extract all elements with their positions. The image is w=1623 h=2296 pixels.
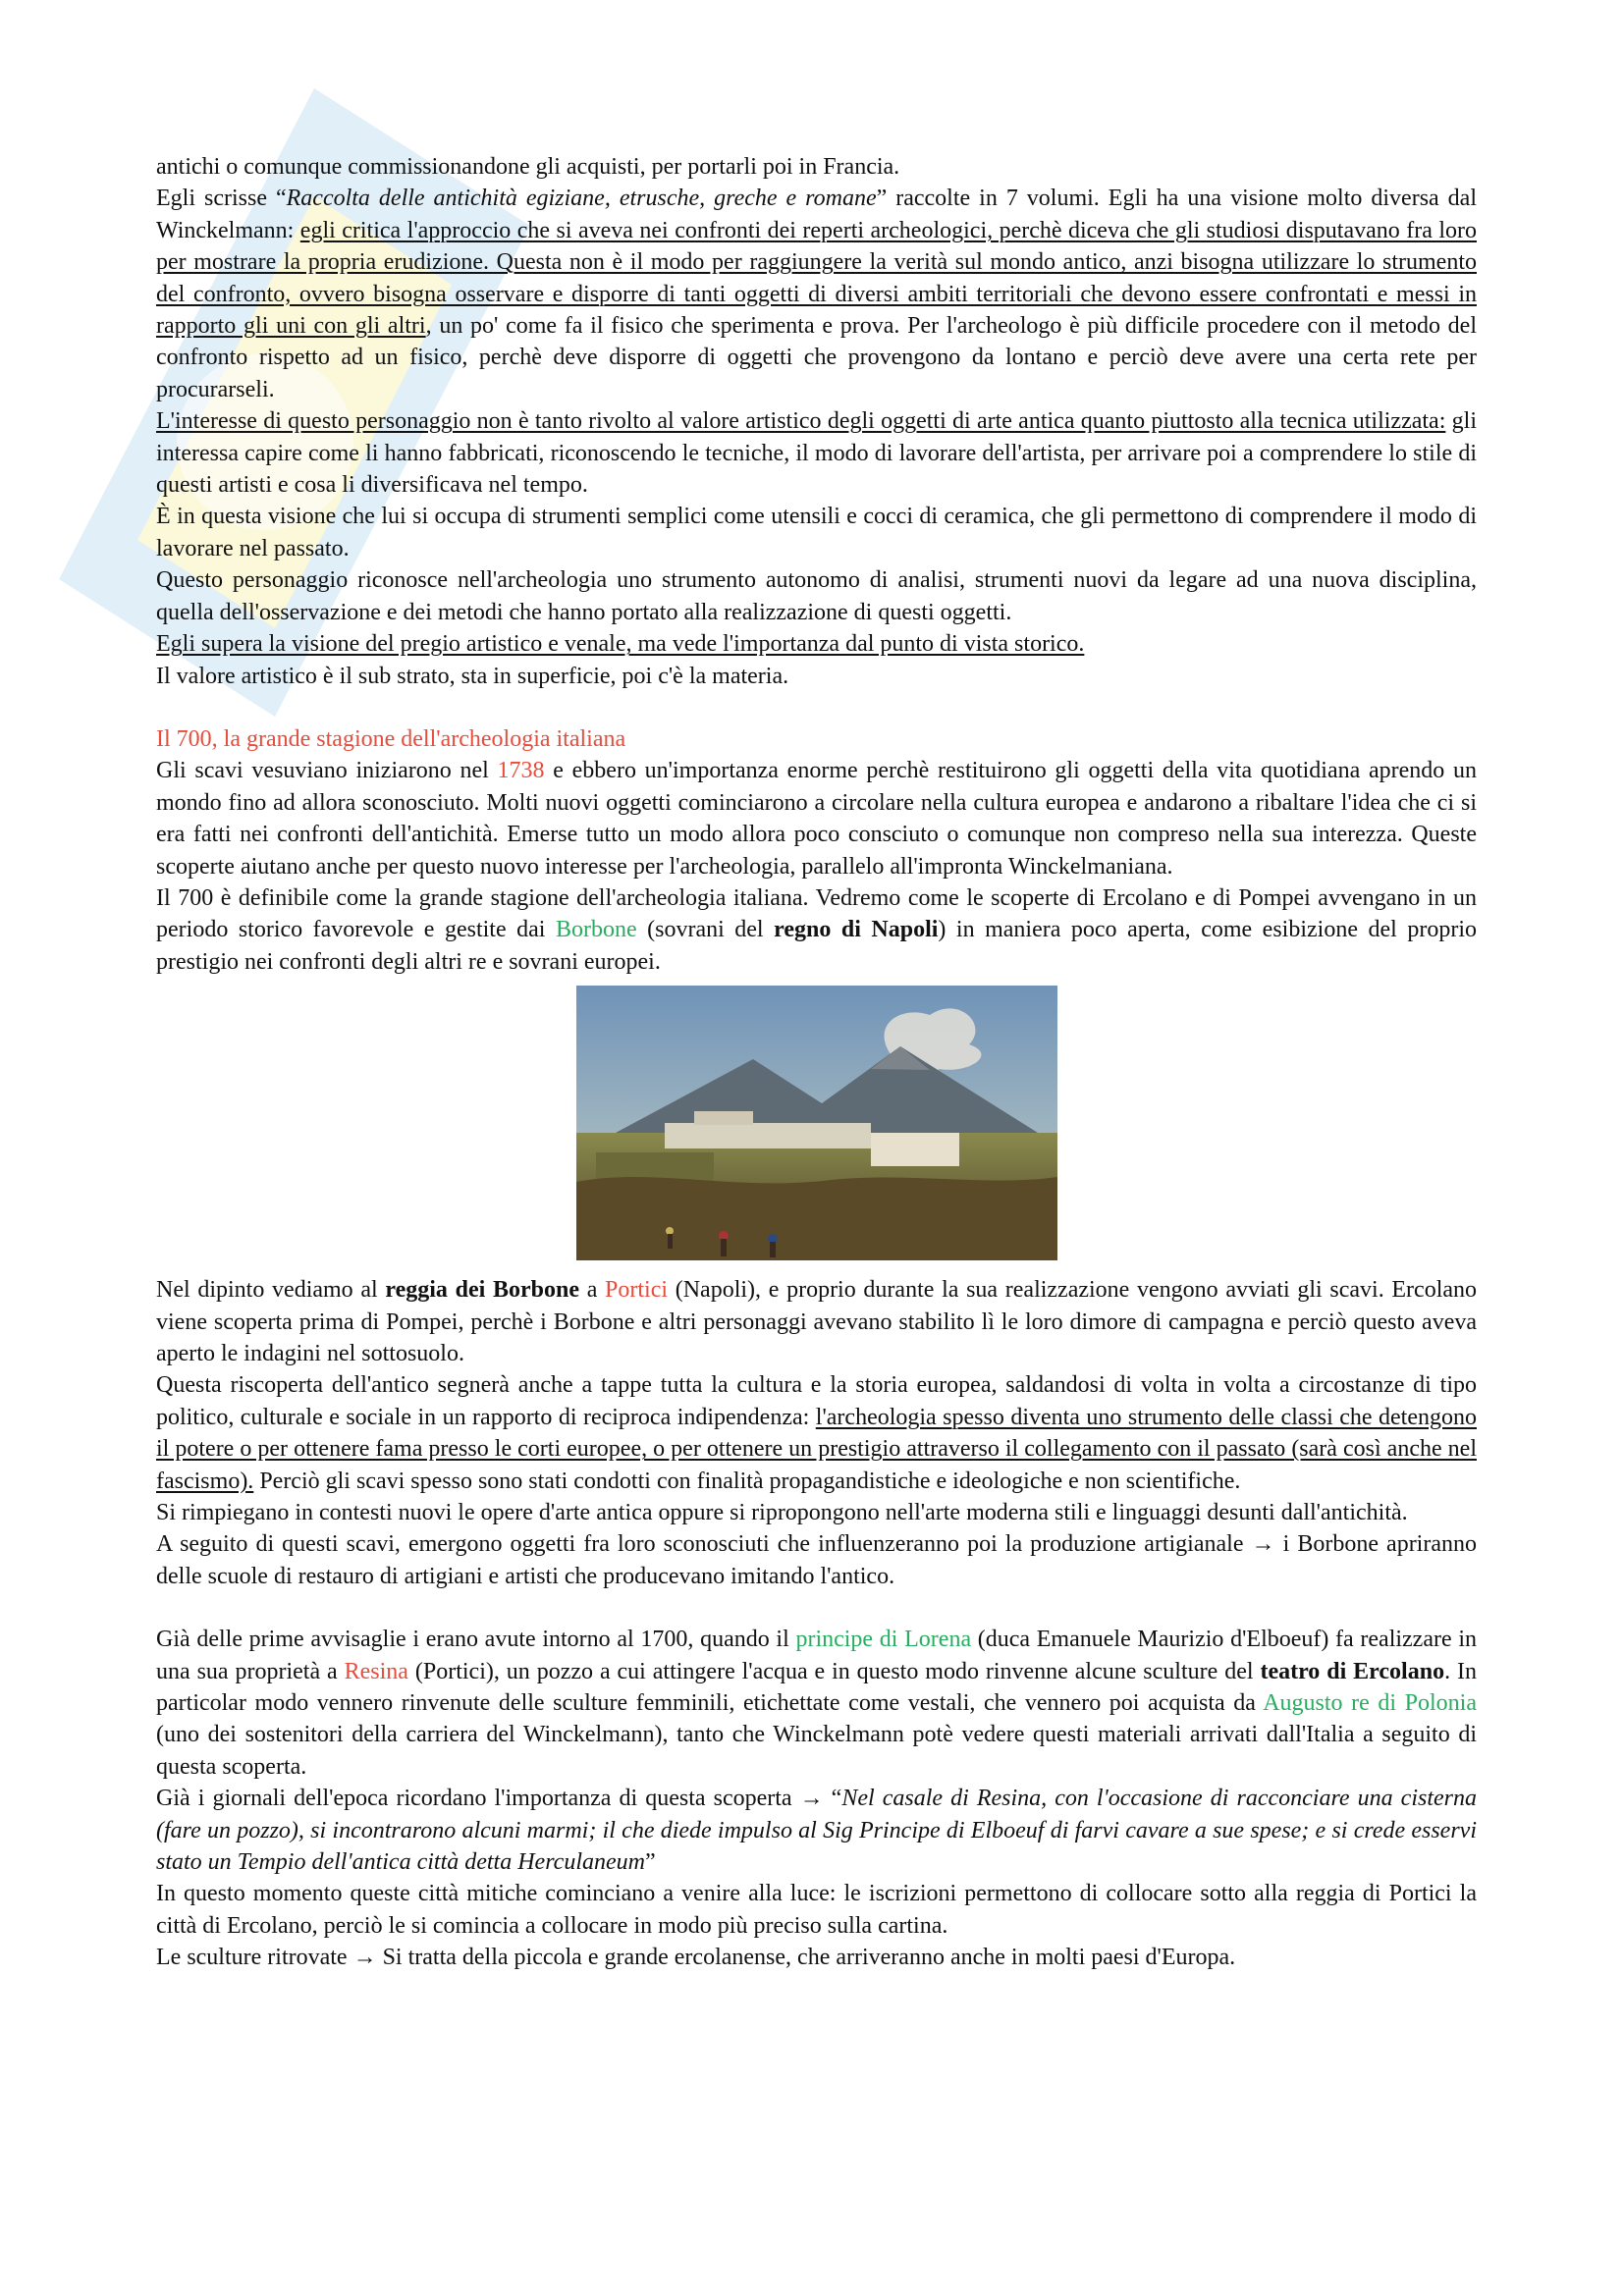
- paragraph: Questa riscoperta dell'antico segnerà anche a tappe tutta la cultura e la storia europea, saldandosi di volta in volta a circostanze di tipo politico, culturale e sociale in un rapporto di reciproca indipendenza: l'archeologia spesso diventa uno strumento delle classi che detengono il potere o per ottenere fama presso le corti europee, o per ottenere un prestigio attraverso il collegamento con il passato (sarà così anche nel fascismo). Perciò gli scavi spesso sono stati condotti con finalità propagandistiche e ideologiche e non scientifiche.: [156, 1372, 1478, 1494]
- paragraph: In questo momento queste città mitiche cominciano a venire alla luce: le iscrizioni permettono di collocare sotto alla reggia di Portici la città di Ercolano, perciò le si comincia a collocare in modo più preciso sulla cartina.: [156, 1881, 1477, 1939]
- highlight-year: 1738: [497, 758, 545, 784]
- paragraph: Gli scavi vesuviano iniziarono nel 1738 e ebbero un'importanza enorme perchè restituirono gli oggetti della vita quotidiana aprendo un mondo fino ad allora sconosciuto. Molti nuovi oggetti cominciarono a circolare nella cultura europea e andarono a ribaltare l'idea che ci si era fatti nei confronti dell'antichità. Emerse tutto un modo allora poco consciuto o comunque non compreso nella sua interezza. Queste scoperte aiutano anche per questo nuovo interesse per l'archeologia, parallelo all'impronta Winckelmaniana.: [156, 758, 1477, 880]
- paragraph: Il 700 è definibile come la grande stagione dell'archeologia italiana. Vedremo come le scoperte di Ercolano e di Pompei avvengano in un periodo storico favorevole e gestite dai Borbone (sovrani del regno di Napoli) in maniera poco aperta, come esibizione del proprio prestigio nei confronti degli altri re e sovrani europei.: [156, 884, 1477, 975]
- paragraph: A seguito di questi scavi, emergono oggetti fra loro sconosciuti che influenzeranno poi la produzione artigianale → i Borbone apriranno delle scuole di restauro di artigiani e artisti che producevano imitando l'antico.: [156, 1531, 1477, 1589]
- quote: Nel casale di Resina, con l'occasione di racconciare una cisterna (fare un pozzo), si incontrarono alcuni marmi; il che diede impulso al Sig Principe di Elboeuf di farvi cavare a sue spese; e si crede esservi stato un Tempio dell'antica città detta Herculaneum: [156, 1786, 1477, 1876]
- paragraph: Già delle prime avvisaglie i erano avute intorno al 1700, quando il principe di Lorena (duca Emanuele Maurizio d'Elboeuf) fa realizzare in una sua proprietà a Resina (Portici), un pozzo a cui attingere l'acqua e in questo modo rinvenne alcune sculture del teatro di Ercolano. In particolar modo vennero rinvenute delle sculture femminili, etichettate come vestali, che vennero poi acquista da Augusto re di Polonia (uno dei sostenitori della carriera del Winckelmann), tanto che Winckelmann potè vedere questi materiali arrivati dall'Italia a seguito di questa scoperta.: [156, 1627, 1477, 1780]
- paragraph: L'interesse di questo personaggio non è tanto rivolto al valore artistico degli oggetti di arte antica quanto piuttosto alla tecnica utilizzata: gli interessa capire come li hanno fabbricati, riconoscendo le tecniche, il modo di lavorare dell'artista, per arrivare poi a comprendere lo stile di questi artisti e cosa li diversificava nel tempo.: [156, 408, 1477, 499]
- paragraph: Egli scrisse “Raccolta delle antichità egiziane, etrusche, greche e romane” raccolte in 7 volumi. Egli ha una visione molto diversa dal Winckelmann: egli critica l'approccio che si aveva nei confronti dei reperti archeologici, perchè diceva che gli studiosi disputavano fra loro per mostrare la propria erudizione. Questa non è il modo per raggiungere la verità sul mondo antico, anzi bisogna utilizzare lo strumento del confronto, ovvero bisogna osservare e disporre di tanti oggetti di diversi ambiti territoriali che devono essere confrontati e messi in rapporto gli uni con gli altri, un po' come fa il fisico che sperimenta e prova. Per l'archeologo è più difficile procedere con il metodo del confronto rispetto ad un fisico, perchè deve disporre di oggetti che provengono da lontano e perciò deve avere una certa rete per procurarseli.: [156, 186, 1478, 402]
- book-title: Raccolta delle antichità egiziane, etrusche, greche e romane: [286, 186, 877, 212]
- paragraph: Il valore artistico è il sub strato, sta in superficie, poi c'è la materia.: [156, 663, 789, 689]
- section-heading: Il 700, la grande stagione dell'archeologia italiana: [156, 725, 626, 752]
- vesuvius-painting-image: [576, 986, 1057, 1260]
- highlight-resina: Resina: [344, 1658, 408, 1684]
- paragraph: Si rimpiegano in contesti nuovi le opere d'arte antica oppure si ripropongono nell'arte moderna stili e linguaggi desunti dall'antichità.: [156, 1500, 1408, 1525]
- highlight-augusto: Augusto re di Polonia: [1263, 1690, 1477, 1717]
- paragraph: Le sculture ritrovate → Si tratta della piccola e grande ercolanense, che arriveranno anche in molti paesi d'Europa.: [156, 1945, 1236, 1971]
- paragraph: Questo personaggio riconosce nell'archeologia uno strumento autonomo di analisi, strumenti nuovi da legare ad una nuova disciplina, quella dell'osservazione e dei metodi che hanno portato alla realizzazione di questi oggetti.: [156, 567, 1477, 625]
- paragraph: Nel dipinto vediamo al reggia dei Borbone a Portici (Napoli), e proprio durante la sua realizzazione vengono avviati gli scavi. Ercolano viene scoperta prima di Pompei, perchè i Borbone e altri personaggi avevano stabilito lì le loro dimore di campagna e perciò questo aveva aperto le indagini nel sottosuolo.: [156, 1277, 1478, 1366]
- paragraph: antichi o comunque commissionandone gli acquisti, per portarli poi in Francia.: [156, 154, 900, 180]
- highlight-principe: principe di Lorena: [795, 1627, 972, 1653]
- paragraph: Egli supera la visione del pregio artistico e venale, ma vede l'importanza dal punto di vista storico.: [156, 631, 1085, 658]
- document-body: [156, 151, 1477, 1974]
- paragraph: Già i giornali dell'epoca ricordano l'importanza di questa scoperta → “Nel casale di Resina, con l'occasione di racconciare una cisterna (fare un pozzo), si incontrarono alcuni marmi; il che diede impulso al Sig Principe di Elboeuf di farvi cavare a sue spese; e si crede esservi stato un Tempio dell'antica città detta Herculaneum”: [156, 1786, 1477, 1876]
- paragraph: È in questa visione che lui si occupa di strumenti semplici come utensili e cocci di ceramica, che gli permettono di comprendere il modo di lavorare nel passato.: [156, 504, 1477, 561]
- highlight-borbone: Borbone: [555, 917, 637, 943]
- highlight-portici: Portici: [605, 1277, 669, 1304]
